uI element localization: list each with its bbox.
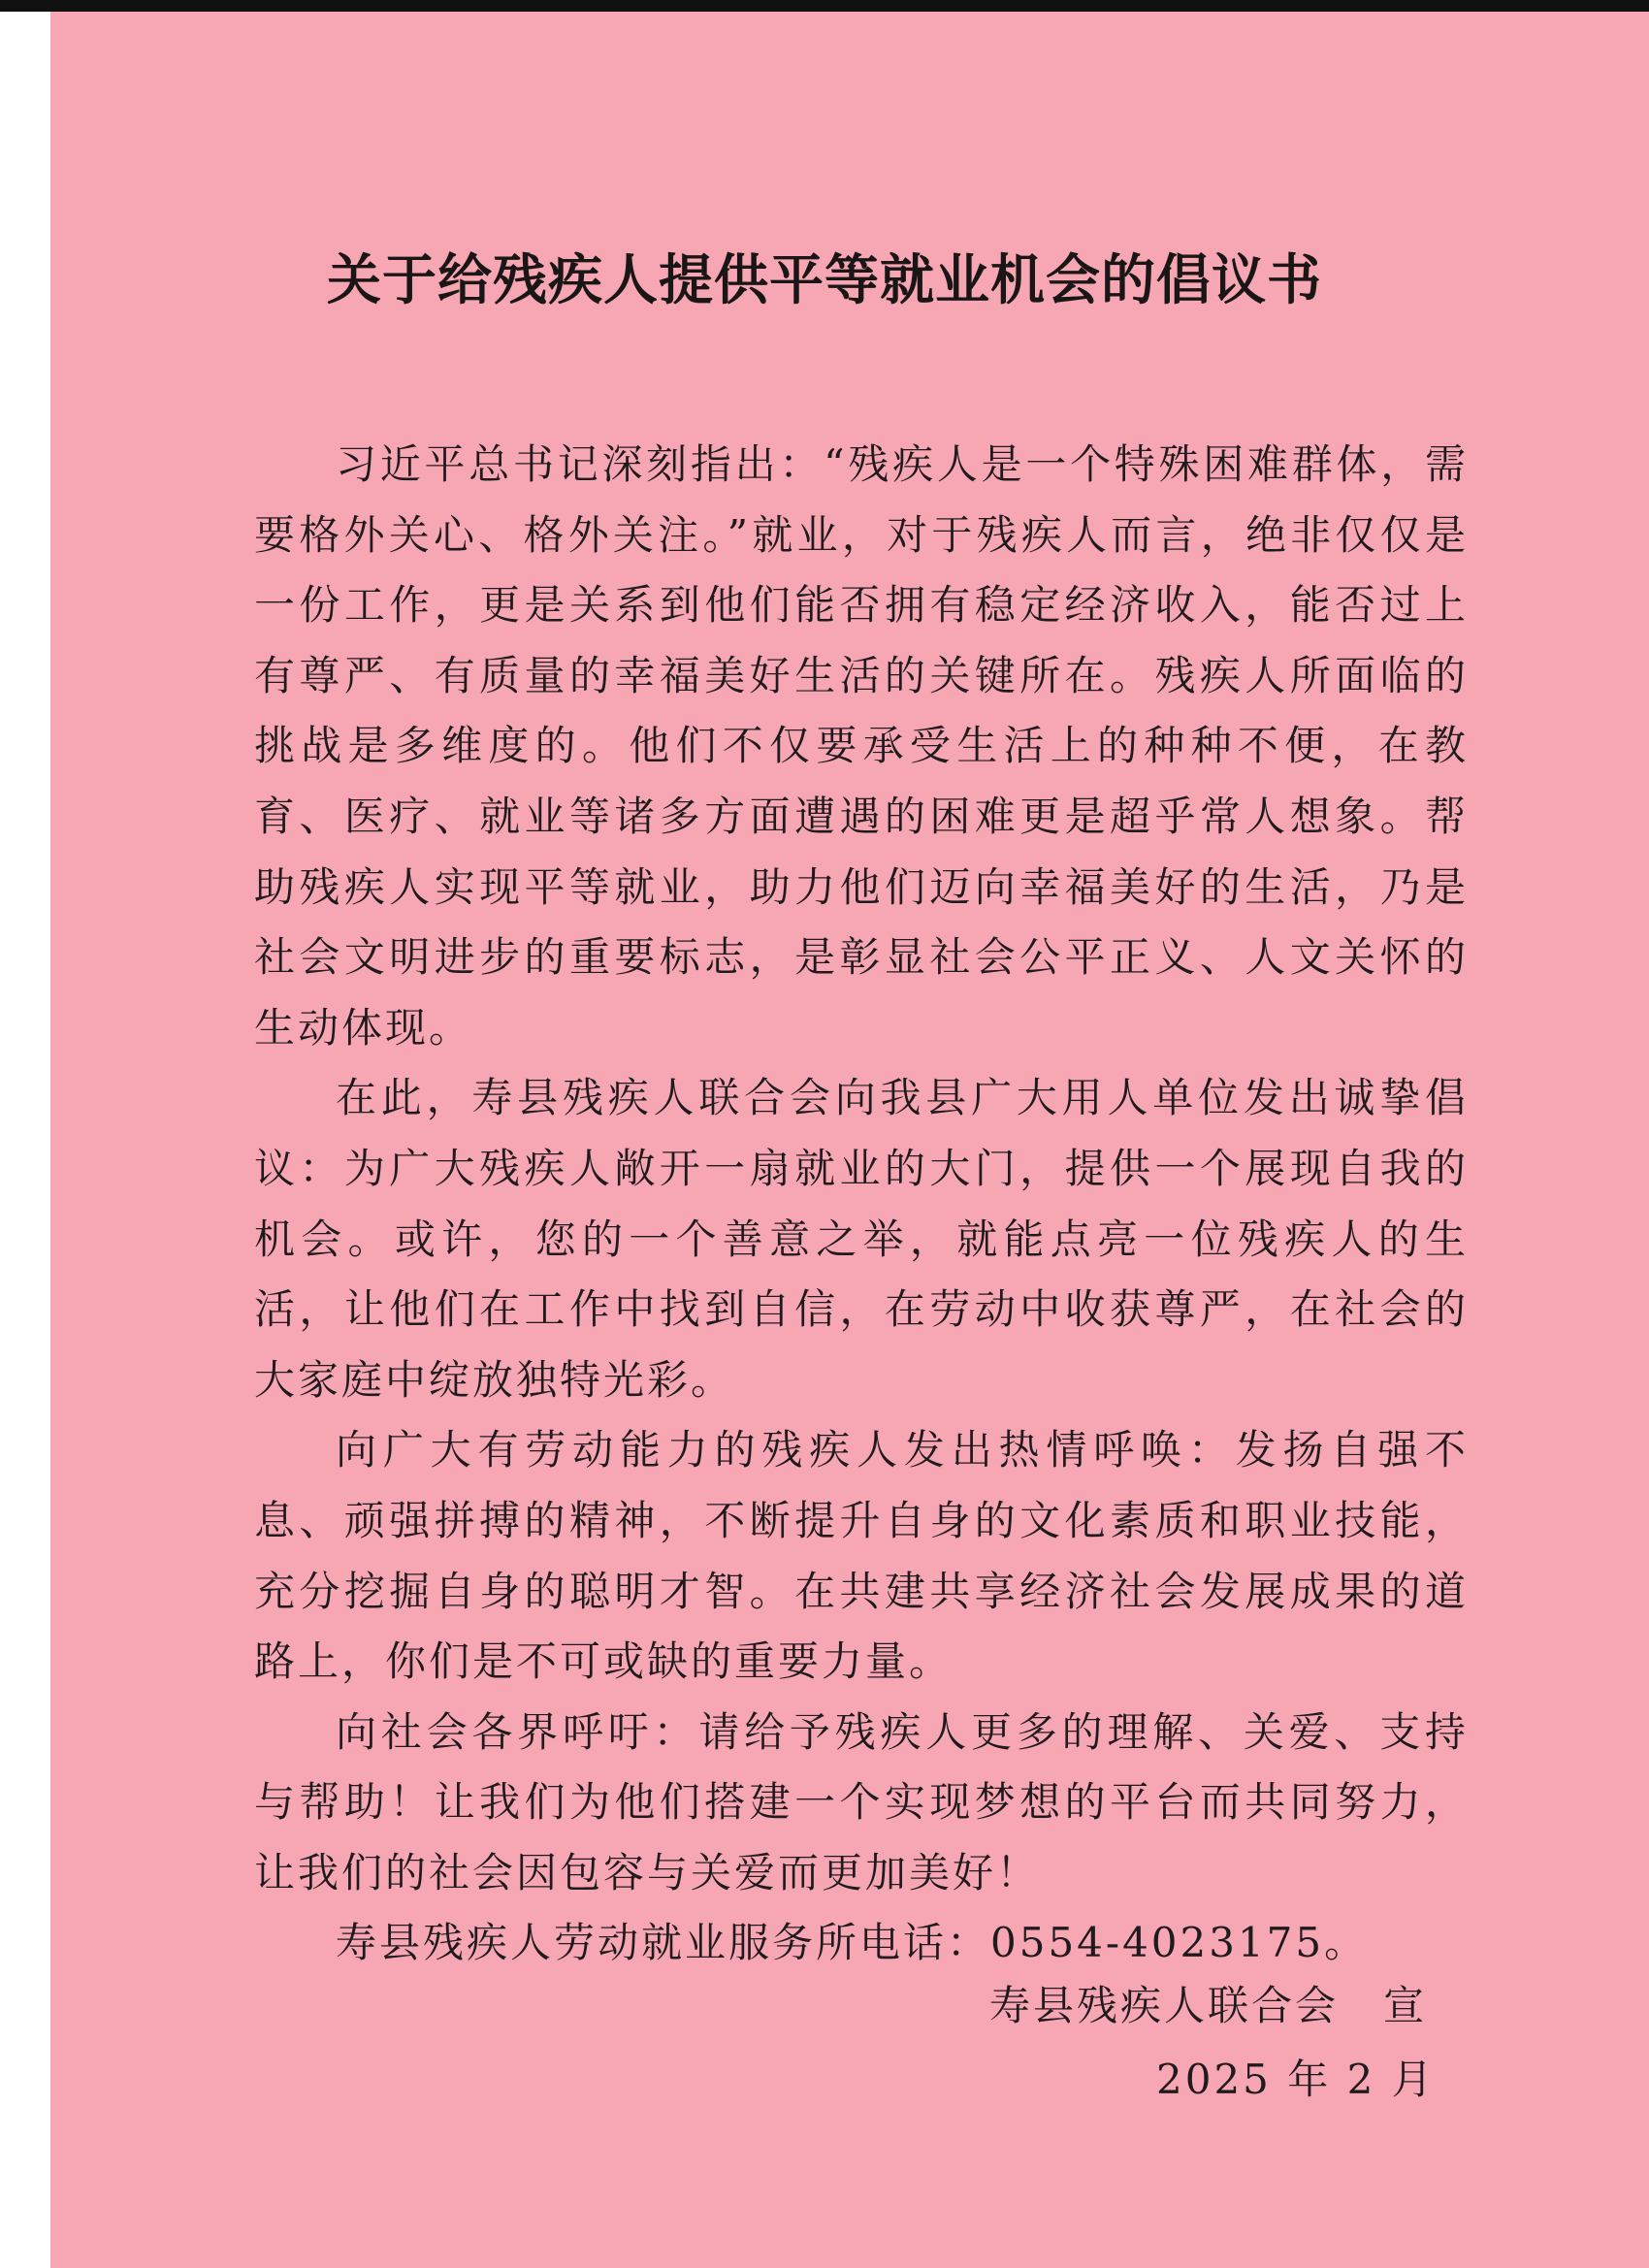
signature-date: 2025 年 2 月 [1156, 2056, 1436, 2103]
signature-org: 寿县残疾人联合会 [989, 1982, 1340, 2029]
scan-top-edge [0, 0, 1649, 12]
signature-line [989, 1969, 1474, 2043]
document-title: 关于给残疾人提供平等就业机会的倡议书 [327, 248, 1322, 312]
paragraph-contact: 寿县残疾人劳动就业服务所电话：0554-4023175。 [336, 1919, 1369, 1967]
paragraph-4: 向社会各界呼吁：请给予残疾人更多的理解、关爱、支持与帮助！让我们为他们搭建一个实现梦想的平台而共同努力，让我们的社会因包容与关爱而更加美好！ [254, 1707, 1469, 1896]
signature-suffix: 宣 [1383, 1982, 1428, 2029]
paragraph-1: 习近平总书记深刻指出：“残疾人是一个特殊困难群体，需要格外关心、格外关注。”就业，对于残疾人而言，绝非仅仅是一份工作，更是关系到他们能否拥有稳定经济收入，能否过上有尊严、有质量的幸福美好生活的关键所在。残疾人所面临的挑战是多维度的。他们不仅要承受生活上的种种不便，在教育、医疗、就业等诸多方面遭遇的困难更是超乎常人想象。帮助残疾人实现平等就业，助力他们迈向幸福美好的生活，乃是社会文明进步的重要标志，是彰显社会公平正义、人文关怀的生动体现。 [254, 440, 1469, 1052]
paragraph-2: 在此，寿县残疾人联合会向我县广大用人单位发出诚挚倡议：为广大残疾人敞开一扇就业的大门，提供一个展现自我的机会。或许，您的一个善意之举，就能点亮一位残疾人的生活，让他们在工作中找到自信，在劳动中收获尊严，在社会的大家庭中绽放独特光彩。 [254, 1074, 1469, 1404]
paragraph-3: 向广大有劳动能力的残疾人发出热情呼唤：发扬自强不息、顽强拼搏的精神，不断提升自身的文化素质和职业技能，充分挖掘自身的聪明才智。在共建共享经济社会发展成果的道路上，你们是不可或缺的重要力量。 [254, 1426, 1469, 1686]
signature-block [989, 1969, 1474, 2117]
document-body [254, 430, 1469, 1979]
